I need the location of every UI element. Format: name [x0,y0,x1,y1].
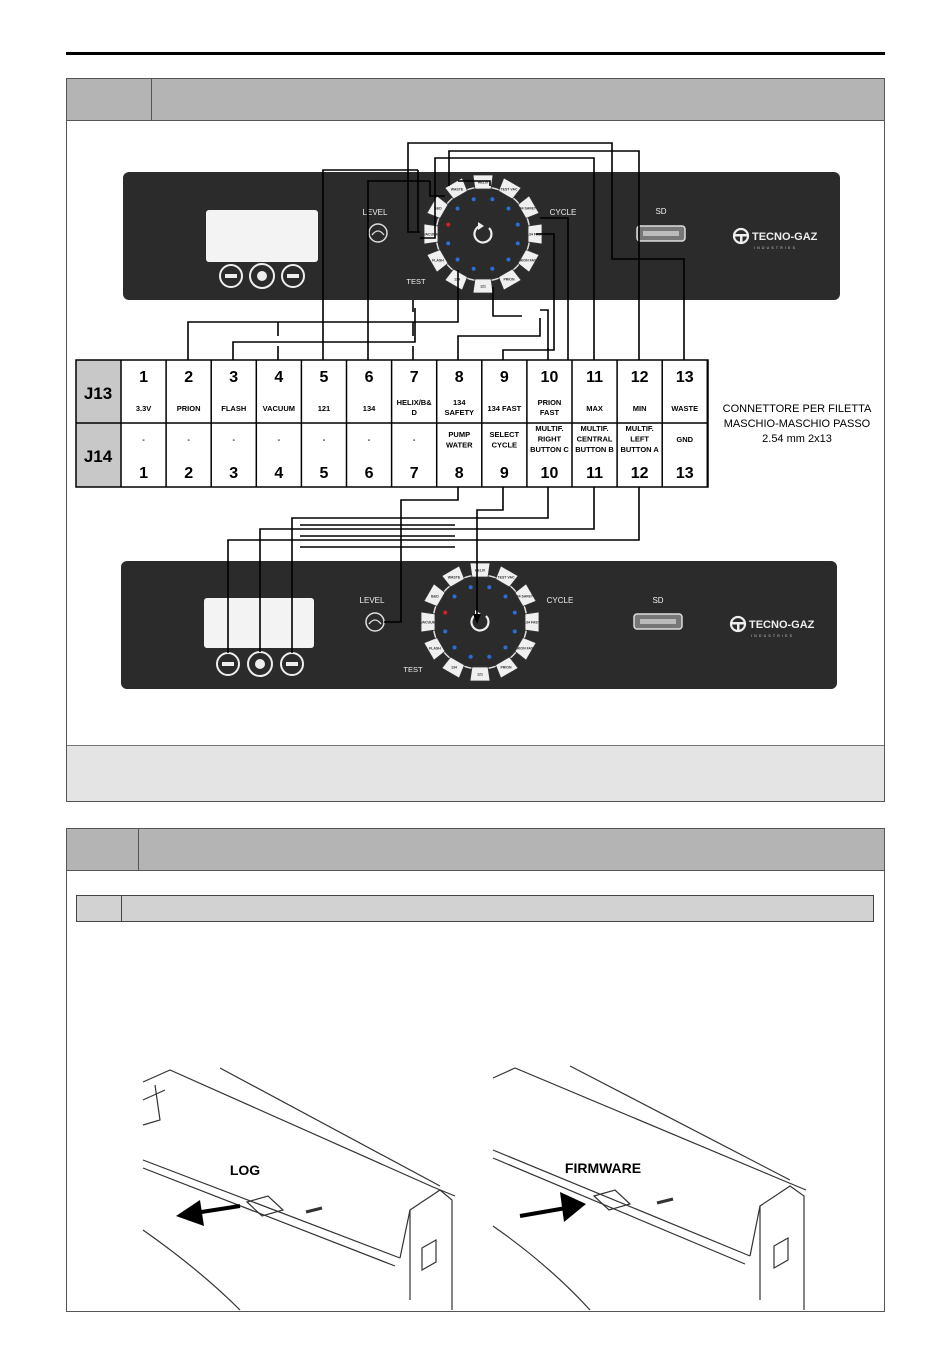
j14-pin-label: CYCLE [491,440,518,450]
arrow-left-icon [176,1200,204,1226]
j13-pin-number: 5 [319,369,329,386]
j14-pin-label: RIGHT [537,434,562,444]
brand-subtitle: INDUSTRIES [754,246,798,250]
wire-j13-8 [458,318,540,360]
j13-label: J13 [83,384,113,403]
brand-name: TECNO-GAZ [749,619,815,631]
pump-button[interactable] [369,224,387,242]
minus-icon [286,662,298,666]
j14-pin-label: - [232,435,235,444]
j14-pin-number: 8 [454,465,464,482]
j14-pin-number: 13 [675,465,694,482]
cycle-button-label: VACUUM [420,620,436,625]
led-indicator [453,645,457,649]
j14-pin-label: SELECT [489,430,520,439]
j14-pin-number: 2 [184,465,194,482]
j14-pin-label: - [322,435,326,444]
j14-pin-label: - [277,435,281,444]
led-indicator [446,223,450,227]
firmware-arrow [520,1192,586,1222]
firmware-label: FIRMWARE [564,1160,642,1176]
note-line-1: CONNETTORE PER FILETTA [722,403,872,415]
dial-center [457,208,509,260]
switch-icon [774,1238,788,1268]
sd-slot-inner [643,231,679,236]
cycle-button-label: TEST VAC [497,575,515,580]
j13-pin-label: 134 [362,404,376,413]
j13-pin-label: D [411,408,417,417]
cycle-button-label: 134 [454,277,460,282]
j14-pin-label: WATER [445,440,473,450]
cycle-button-label: 134 FAST [527,232,543,237]
j14-pin-label: - [142,435,145,444]
j13-pin-label: MAX [586,404,603,413]
cycle-button-label: HELIX [474,568,486,573]
minus-icon [225,274,237,278]
j14-pin-label: BUTTON B [575,445,614,454]
cycle-button-label: 121 [477,672,483,677]
j13-pin-number: 8 [454,369,464,386]
led-indicator [516,223,520,227]
j13-pin-label: 134 [452,398,466,407]
j13-pin-number: 6 [364,369,374,386]
note-line-3: 2.54 mm 2x13 [762,433,832,445]
j13-pin-label: SAFETY [444,408,475,417]
table-grid [76,360,708,487]
pin-cells [136,369,698,482]
brand-name: TECNO-GAZ [752,231,818,243]
cycle-button-label: B&D [434,206,442,211]
cycle-button-label: PRION [500,665,512,670]
led-indicator [516,241,520,245]
j14-pin-number: 9 [499,465,509,482]
led-indicator [469,655,473,659]
illustration-firmware [493,1066,806,1310]
j14-pin-number: 12 [630,465,649,482]
illustration-log [143,1068,455,1310]
led-indicator [472,197,476,201]
brand-subtitle: INDUSTRIES [751,634,795,638]
j13-pin-label: WASTE [671,404,699,413]
cycle-button-label: 134 SAFETY [517,206,539,211]
j13-pin-number: 10 [540,369,559,386]
cycle-button-label: 134 FAST [524,620,540,625]
dot-icon [257,271,267,281]
wire-j13-3 [233,308,415,360]
j14-pin-label: - [412,435,416,444]
led-indicator [487,655,491,659]
led-indicator [490,197,494,201]
led-indicator [487,585,491,589]
j13-pin-label: 121 [317,404,331,413]
multifunction-buttons [217,652,303,676]
j13-pin-number: 7 [409,369,419,386]
j14-pin-number: 1 [139,465,149,482]
dial-center [454,596,506,648]
level-label: LEVEL [359,596,385,605]
usb-slot-icon [594,1190,630,1210]
sd-label: SD [652,596,664,605]
j14-pin-label: MULTIF. [580,424,609,433]
cycle-label: CYCLE [546,596,574,605]
j13-pin-label: 3.3V [135,404,152,413]
cycle-label: CYCLE [549,208,577,217]
j13-pin-number: 3 [229,369,239,386]
led-indicator [443,611,447,615]
j14-label: J14 [83,447,113,466]
cycle-button-label: 121 [480,284,486,289]
cycle-button-label: FLASH [432,258,444,263]
j14-pin-label: MULTIF. [535,424,564,433]
led-indicator [472,267,476,271]
sd-slot-inner [640,619,676,624]
cycle-button-label: PRION FAST [517,258,539,263]
cycle-button-label: 134 [451,665,457,670]
cycle-button-label: VACUUM [423,232,439,237]
j14-pin-label: - [187,435,190,444]
test-label: TEST [403,665,423,674]
j14-pin-label: CENTRAL [576,434,613,444]
lcd-display [204,598,314,648]
led-indicator [469,585,473,589]
j13-pin-label: FLASH [221,404,247,413]
j14-pin-label: PUMP [448,430,471,439]
test-label: TEST [406,277,426,286]
j13-pin-number: 4 [274,369,284,386]
switch-icon [422,1240,436,1270]
level-label: LEVEL [362,208,388,217]
j14-pin-number: 3 [229,465,239,482]
j13-pin-label: MIN [632,404,647,413]
led-indicator [503,645,507,649]
led-indicator [443,629,447,633]
connector-table [76,360,708,487]
wire-prion-fast-b [540,310,548,350]
connector-note [723,403,872,445]
j13-pin-number: 2 [184,369,194,386]
j14-pin-number: 5 [319,465,329,482]
cycle-button-label: B&D [431,594,439,599]
log-arrow [176,1200,240,1226]
j13-pin-number: 12 [630,369,649,386]
log-label: LOG [229,1162,261,1178]
led-indicator [503,595,507,599]
j13-pin-label: VACUUM [262,404,296,413]
cycle-button-label: PRION [503,277,515,282]
led-indicator [513,611,517,615]
lcd-display [206,210,318,262]
j13-pin-label: PRION [537,398,562,407]
j14-pin-label: BUTTON A [620,445,659,454]
dot-icon [255,659,265,669]
j13-pin-label: PRION [176,404,201,413]
j13-pin-label: 134 FAST [487,404,522,413]
led-indicator [513,629,517,633]
multifunction-buttons [220,264,304,288]
cycle-button-label: HELIX [477,180,489,185]
cycle-button-label: WASTE [450,187,464,192]
j13-pin-number: 11 [586,369,604,386]
control-panel-top [123,172,840,300]
led-indicator [453,595,457,599]
j13-pin-label: HELIX/B& [396,398,432,407]
cycle-button-label: PRION FAST [514,646,536,651]
j14-pin-number: 6 [364,465,374,482]
pump-button[interactable] [366,613,384,631]
j14-pin-number: 7 [409,465,419,482]
j14-pin-label: - [367,435,371,444]
j14-pin-number: 10 [540,465,559,482]
led-indicator [456,207,460,211]
cycle-button-label: 134 SAFETY [514,594,536,599]
j13-pin-number: 13 [675,369,694,386]
note-line-2: MASCHIO-MASCHIO PASSO [723,418,871,430]
j14-pin-number: 11 [586,465,604,482]
j14-pin-number: 4 [274,465,284,482]
minus-icon [287,274,299,278]
cycle-button-label: TEST VAC [500,187,518,192]
led-indicator [456,257,460,261]
led-indicator [506,257,510,261]
minus-icon [222,662,234,666]
j14-pin-label: LEFT [630,434,650,444]
j14-pin-label: MULTIF. [625,424,654,433]
j13-pin-label: FAST [539,408,560,417]
cycle-button-label: WASTE [447,575,461,580]
led-indicator [446,241,450,245]
arrow-right-icon [560,1192,586,1222]
j13-pin-number: 1 [139,369,149,386]
led-indicator [506,207,510,211]
j13-pin-number: 9 [499,369,509,386]
j14-pin-label: BUTTON C [530,445,569,454]
sd-label: SD [655,207,667,216]
j14-pin-label: GND [676,435,694,444]
led-indicator [490,267,494,271]
cycle-button-label: FLASH [429,646,441,651]
